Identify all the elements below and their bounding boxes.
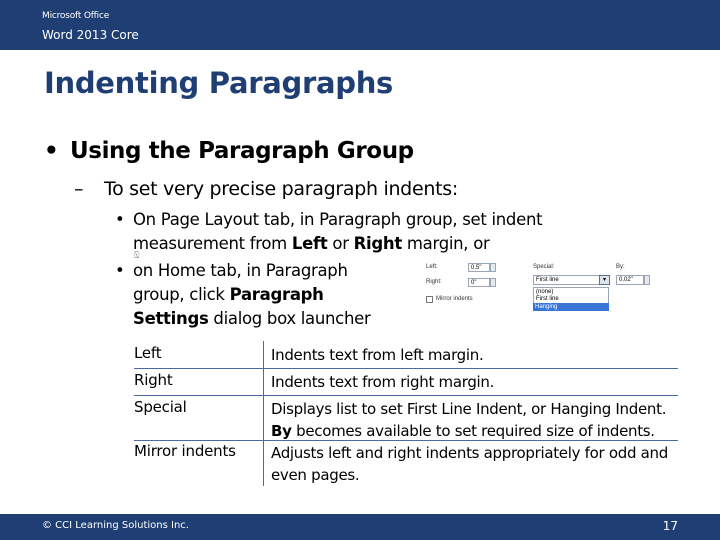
table-column-divider [263,341,264,486]
special-option[interactable]: First line [533,295,609,303]
slide-title: Indenting Paragraphs [44,66,394,100]
copyright: © CCI Learning Solutions Inc. [42,520,189,531]
bullet-level1-text: Using the Paragraph Group [70,138,414,164]
footer-bar [0,514,720,540]
description: Adjusts left and right indents appropriately for odd and even pages. [271,444,668,484]
description: Indents text from right margin. [271,373,495,391]
special-select[interactable]: First line [533,275,600,285]
product-name: Microsoft Office [42,11,110,21]
table-divider [134,368,678,369]
table-divider [134,395,678,396]
special-option-selected[interactable]: Hanging [533,303,609,311]
mirror-indents-label: Mirror indents [436,296,473,302]
bullet-dot: • [115,261,125,280]
mirror-indents-checkbox[interactable] [426,296,433,303]
bullet-line: Settings dialog box launcher [133,309,371,328]
chevron-down-icon[interactable]: ▾ [599,275,610,285]
term: Left [134,344,162,362]
description: Indents text from left margin. [271,346,484,364]
term: Mirror indents [134,442,236,460]
by-spinner[interactable] [644,275,650,285]
bullet-line: group, click Paragraph [133,285,324,304]
header-bar [0,0,720,50]
bullet-level1 [44,138,414,164]
right-indent-field[interactable]: 0" [468,278,490,287]
left-indent-field[interactable]: 0.5" [468,263,490,272]
description: Displays list to set First Line Indent, or Hanging Indent. By becomes available to set required size of indents. [271,400,667,440]
bullet-line: measurement from Left or Right margin, or [133,234,490,253]
term: Right [134,371,173,389]
right-spinner[interactable] [490,278,496,287]
bullet-line: on Home tab, in Paragraph [133,261,348,280]
page-number: 17 [662,519,678,533]
special-label: Special: [533,264,555,270]
left-label: Left: [426,264,438,270]
bullet-dot: • [44,138,59,164]
term: Special [134,398,187,416]
bullet-line: On Page Layout tab, in Paragraph group, set indent [133,210,543,229]
by-field[interactable]: 0.02" [616,275,644,285]
table-divider [134,440,678,441]
special-option[interactable]: (none) [533,287,609,295]
right-label: Right: [426,279,442,285]
bullet-level2-text: To set very precise paragraph indents: [104,178,458,200]
by-label: By: [616,264,625,270]
bullet-level2 [74,178,458,200]
bullet-level3-home [115,259,370,331]
paragraph-dialog-crop [420,260,678,316]
left-spinner[interactable] [490,263,496,272]
bullet-dot: • [115,210,125,229]
bullet-level3-page-layout [115,208,542,256]
bullet-dash: – [74,178,84,200]
dialog-launcher-icon: ⍂ [134,251,140,261]
course-name: Word 2013 Core [42,28,139,42]
